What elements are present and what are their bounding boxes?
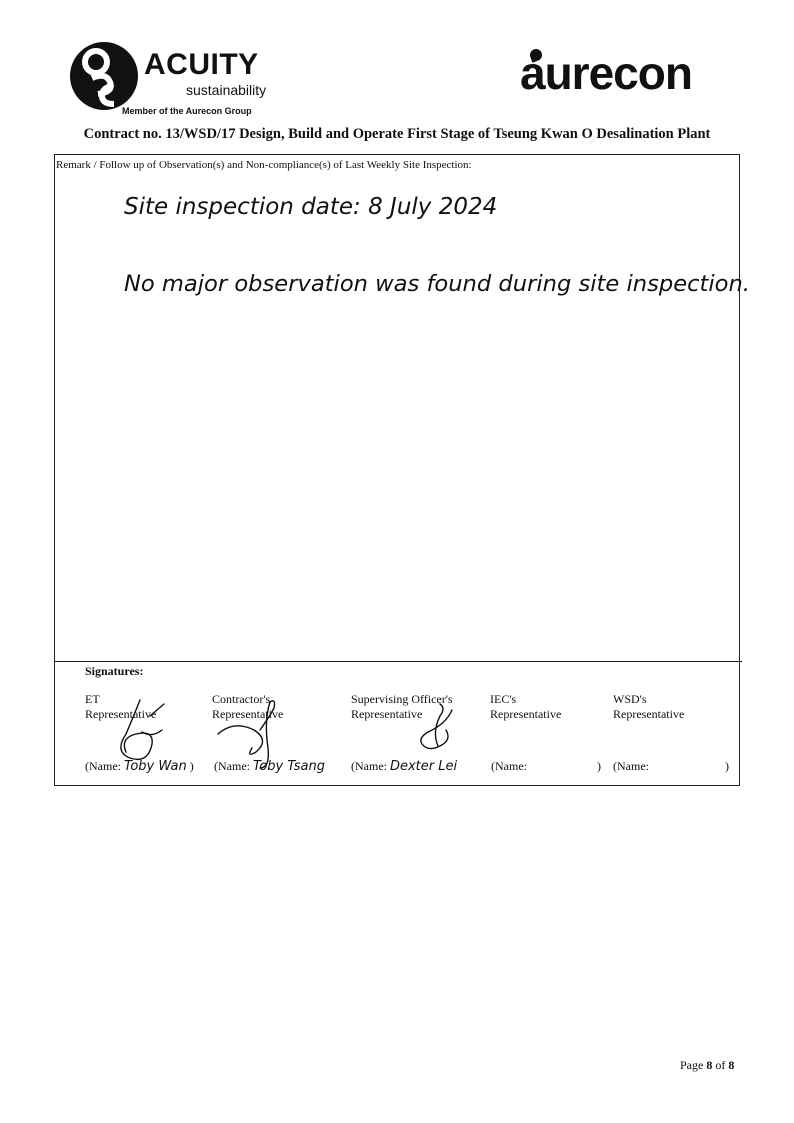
et-handwritten-name: Toby Wan [123, 759, 187, 774]
svg-text:asc: asc [68, 40, 70, 41]
supervising-officer-handwritten-name: Dexter Lei [389, 759, 458, 774]
remark-label: Remark / Follow up of Observation(s) and Non-compliance(s) of Last Weekly Site Inspection: [56, 159, 472, 171]
name-prefix: (Name: [491, 759, 527, 773]
contract-title: Contract no. 13/WSD/17 Design, Build and Operate First Stage of Tseung Kwan O Desalination Plant [83, 126, 711, 142]
sig-col-line2: Representative [490, 707, 562, 721]
supervising-officer-signature [421, 704, 452, 749]
page-total: 8 [728, 1058, 735, 1072]
name-suffix: ) [597, 759, 601, 773]
sig-col-line1: Contractor's [212, 692, 271, 706]
et-name-line [85, 759, 194, 774]
page-number [680, 1058, 734, 1073]
acuity-subtitle: sustainability [186, 82, 267, 98]
handwritten-line-2: No major observation was found during site inspection. [124, 272, 750, 297]
et-signature [121, 700, 164, 759]
sig-col-line1: WSD's [613, 692, 647, 706]
handwritten-line-1: Site inspection date: 8 July 2024 [124, 194, 498, 220]
sig-col-line2: Representative [613, 707, 685, 721]
sig-col-line2: Representative [351, 707, 423, 721]
supervising-officer-name-line [351, 759, 457, 774]
name-prefix: (Name: [85, 759, 121, 773]
name-prefix: (Name: [613, 759, 649, 773]
contractor-signature [218, 701, 275, 768]
name-suffix: ) [725, 759, 729, 773]
page-of: of [712, 1058, 729, 1072]
page-current: 8 [706, 1058, 713, 1072]
acuity-member-tagline: Member of the Aurecon Group [122, 106, 252, 116]
wsd-name-line [613, 759, 729, 774]
aurecon-name: aurecon [520, 47, 692, 99]
contractor-name-line [214, 759, 325, 774]
sig-col-line1: IEC's [490, 692, 517, 706]
sig-col-line1: ET [85, 692, 100, 706]
sig-col-line2: Representative [212, 707, 284, 721]
page-prefix: Page [680, 1058, 707, 1072]
name-prefix: (Name: [351, 759, 387, 773]
acuity-name: ACUITY [144, 48, 259, 81]
sig-col-line2: Representative [85, 707, 157, 721]
contractor-handwritten-name: Toby Tsang [252, 759, 325, 774]
iec-name-line [491, 759, 601, 774]
name-prefix: (Name: [214, 759, 250, 773]
name-suffix: ) [189, 759, 194, 773]
signatures-heading: Signatures: [85, 664, 144, 678]
sig-col-line1: Supervising Officer's [351, 692, 453, 706]
